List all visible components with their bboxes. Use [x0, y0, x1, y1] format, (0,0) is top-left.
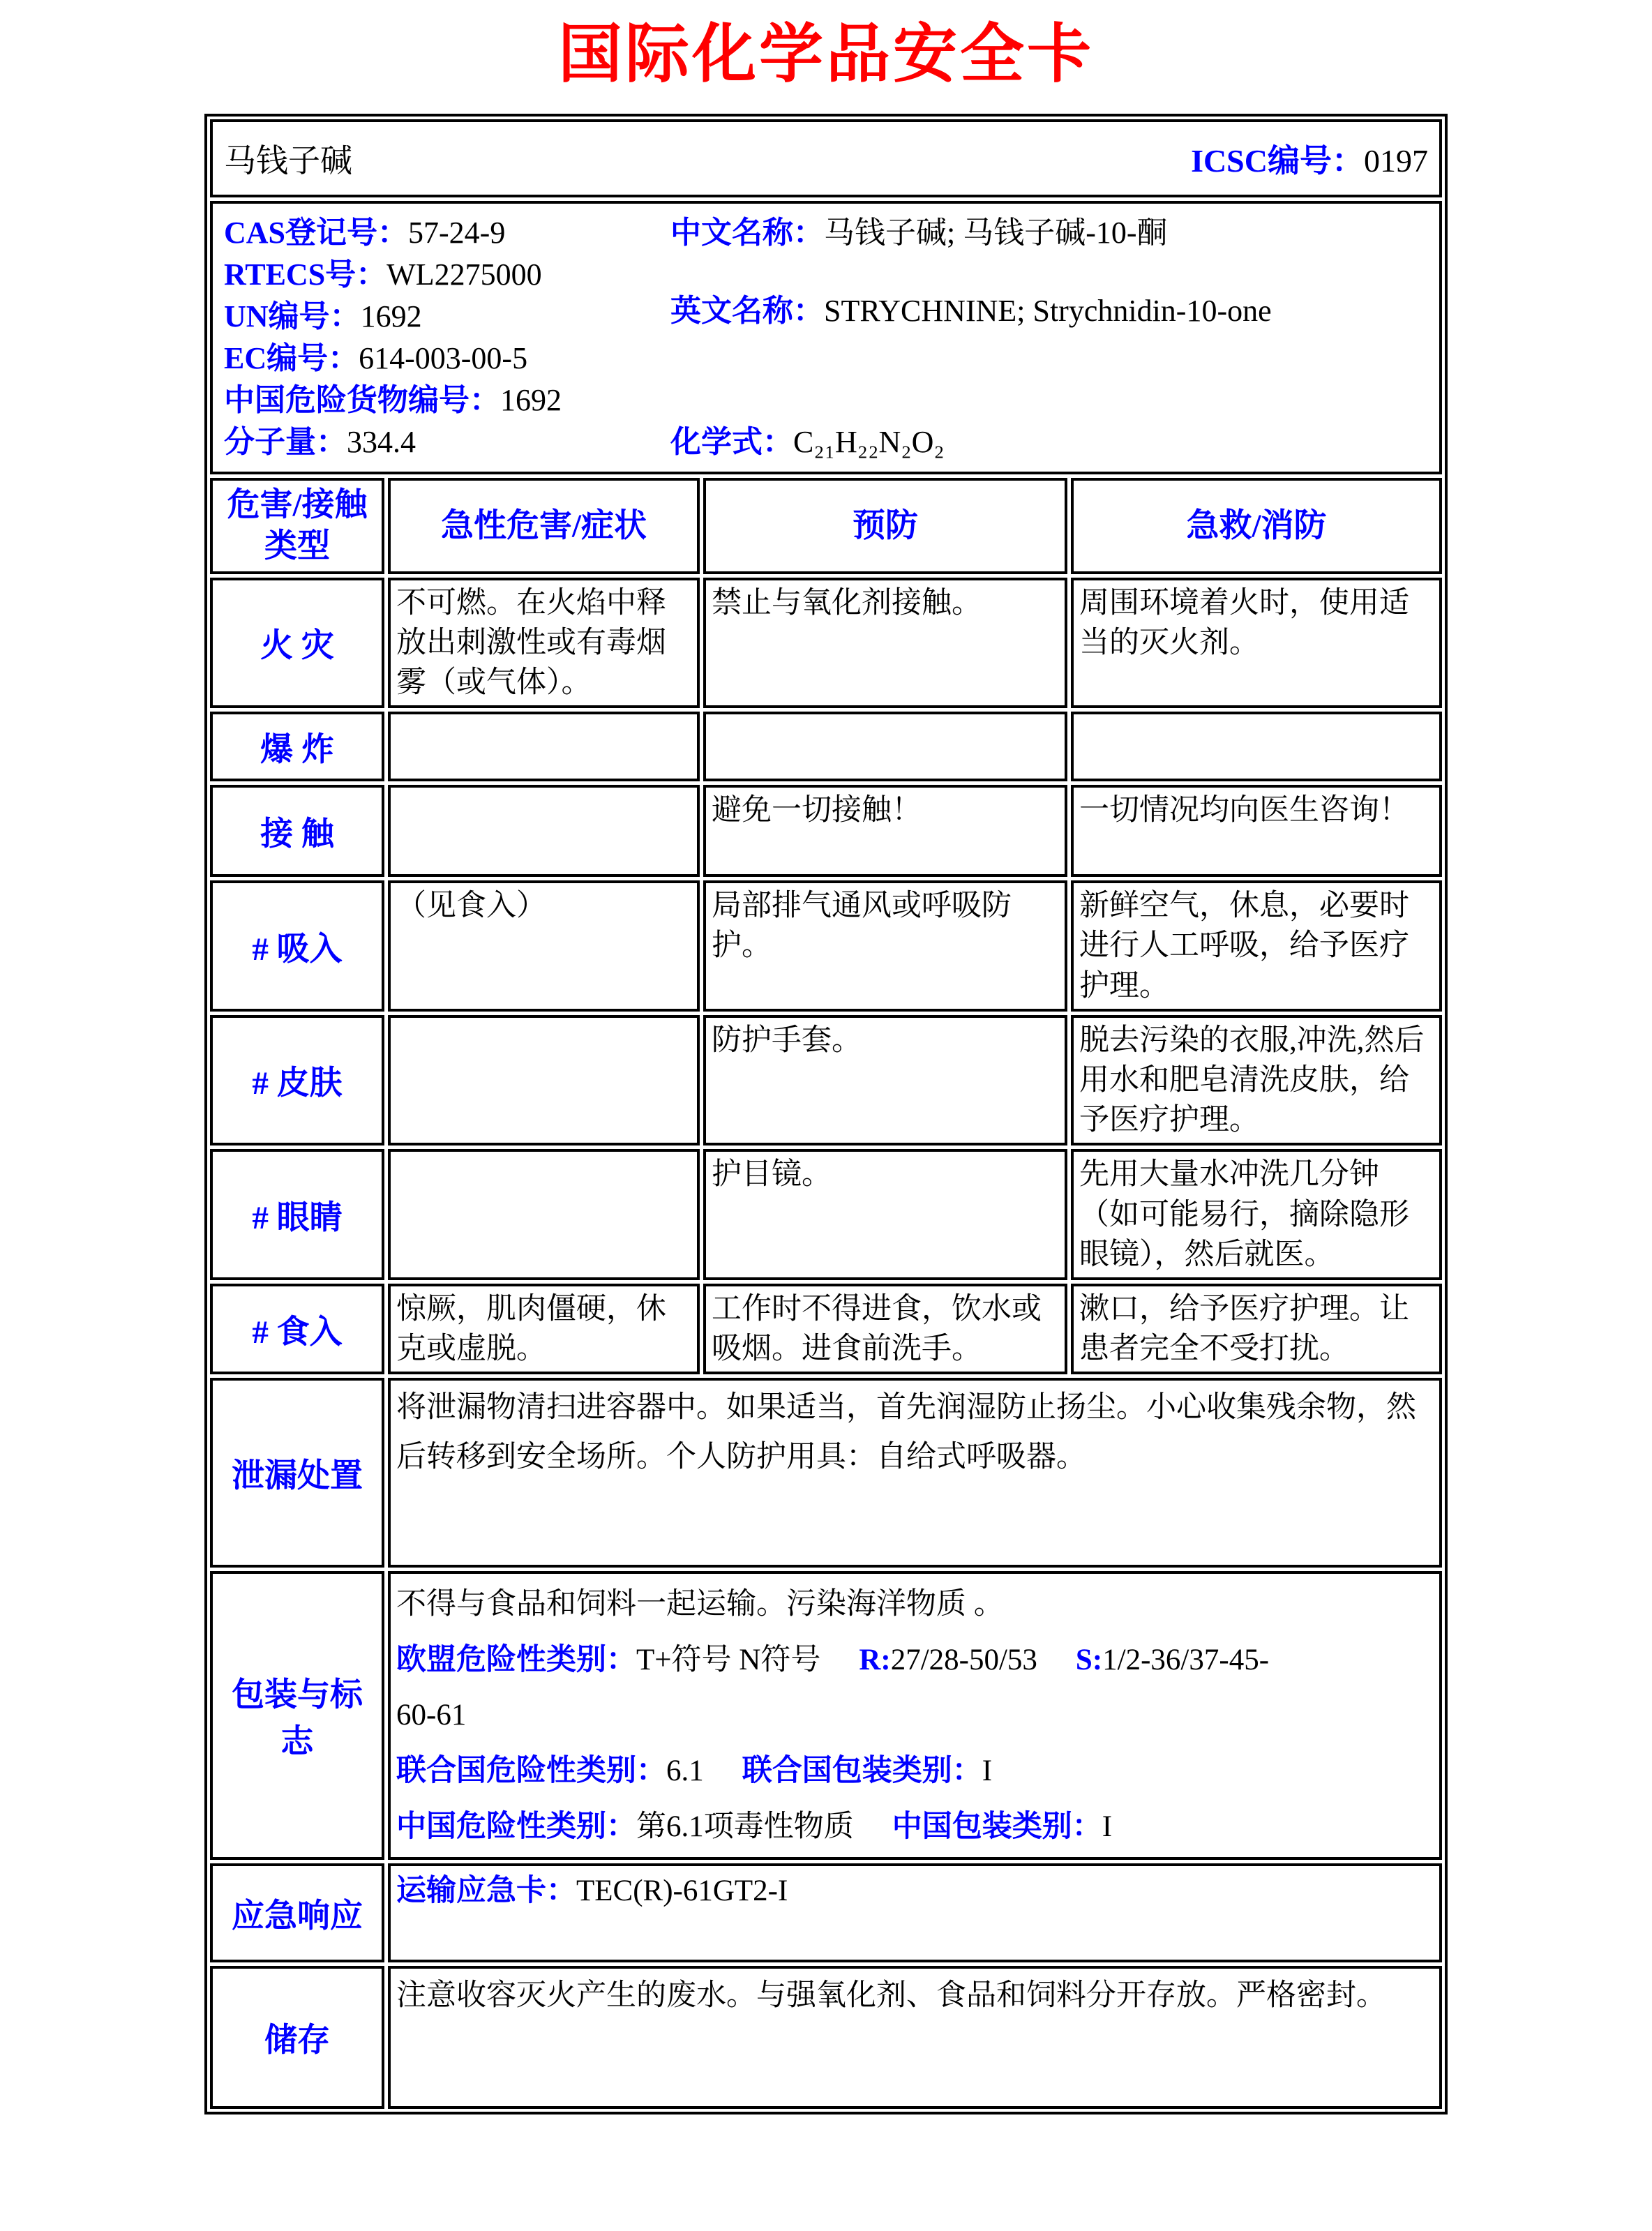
section-packaging-labelling	[210, 1571, 1442, 1860]
inhalation-label: # 吸入	[210, 880, 384, 1012]
english-name: 英文名称：STRYCHNINE; Strychnidin-10-one	[670, 294, 1272, 329]
cas-number: CAS登记号：57-24-9	[224, 216, 506, 250]
packaging-transport-note: 不得与食品和饲料一起运输。污染海洋物质 。	[396, 1588, 1004, 1621]
skin-label: # 皮肤	[210, 1015, 384, 1146]
packaging-content	[388, 1571, 1442, 1860]
hazard-row-skin	[210, 1015, 1442, 1146]
packaging-eu-classification	[396, 1632, 1434, 1743]
cn-hazard-class-value: 第6.1项毒性物质	[636, 1810, 854, 1843]
contact-symptoms	[388, 785, 700, 877]
skin-firstaid: 脱去污染的衣服,冲洗,然后用水和肥皂清洗皮肤，给予医疗护理。	[1071, 1015, 1442, 1146]
explosion-prevention	[703, 712, 1067, 781]
eyes-symptoms	[388, 1149, 700, 1280]
hazard-row-explosion	[210, 712, 1442, 781]
fire-label: 火 灾	[210, 578, 384, 709]
chinese-name: 中文名称：马钱子碱; 马钱子碱-10-酮	[670, 216, 1168, 250]
header-prevention: 预防	[703, 478, 1067, 574]
storage-label: 储存	[210, 1966, 384, 2109]
ingestion-label: # 食入	[210, 1284, 384, 1374]
fire-firstaid: 周围环境着火时，使用适当的灭火剂。	[1071, 578, 1442, 709]
header-hazard-type: 危害/接触类型	[210, 478, 384, 574]
chemical-name: 马钱子碱	[224, 143, 352, 179]
explosion-symptoms	[388, 712, 700, 781]
emergency-content	[388, 1863, 1442, 1962]
header-symptoms: 急性危害/症状	[388, 478, 700, 574]
page-title: 国际化学品安全卡	[557, 19, 1094, 90]
ingestion-symptoms: 惊厥，肌肉僵硬，休克或虚脱。	[388, 1284, 700, 1374]
ingestion-prevention: 工作时不得进食，饮水或吸烟。进食前洗手。	[703, 1284, 1067, 1374]
name-row	[210, 119, 1442, 197]
r-phrase-label: R:	[859, 1643, 891, 1676]
cn-hazard-class-label: 中国危险性类别：	[396, 1810, 636, 1843]
fire-symptoms: 不可燃。在火焰中释放出刺激性或有毒烟雾（或气体）。	[388, 578, 700, 709]
un-hazard-class-label: 联合国危险性类别：	[396, 1754, 666, 1787]
transport-emergency-card-value: TEC(R)-61GT2-I	[576, 1875, 788, 1908]
icsc-number-value: 0197	[1364, 143, 1428, 179]
molecular-weight: 分子量：334.4	[224, 425, 416, 460]
identifier-left-column	[224, 212, 670, 463]
packaging-un-classification	[396, 1743, 1434, 1799]
ingestion-firstaid: 漱口，给予医疗护理。让患者完全不受打扰。	[1071, 1284, 1442, 1374]
s-phrase-value-line2: 60-61	[396, 1699, 467, 1732]
un-pack-group-label: 联合国包装类别：	[742, 1754, 982, 1787]
s-phrase-value-line1: 1/2-36/37-45-	[1102, 1643, 1270, 1676]
ec-number: EC编号：614-003-00-5	[224, 341, 528, 376]
eu-symbols: T+符号 N符号	[636, 1643, 821, 1676]
chemical-formula: 化学式：C₂₁H₂₂N₂O₂	[670, 425, 945, 460]
eyes-firstaid: 先用大量水冲洗几分钟（如可能易行，摘除隐形眼镜），然后就医。	[1071, 1149, 1442, 1280]
eu-class-label: 欧盟危险性类别：	[396, 1643, 636, 1676]
inhalation-firstaid: 新鲜空气，休息，必要时进行人工呼吸，给予医疗护理。	[1071, 880, 1442, 1012]
section-spill-disposal	[210, 1378, 1442, 1568]
spill-text: 将泄漏物清扫进容器中。如果适当，首先润湿防止扬尘。小心收集残余物，然后转移到安全场所。个人防护用具：自给式呼吸器。	[388, 1378, 1442, 1568]
packaging-cn-classification	[396, 1799, 1434, 1855]
section-storage	[210, 1966, 1442, 2109]
transport-emergency-card-label: 运输应急卡：	[396, 1875, 576, 1908]
un-pack-group-value: I	[982, 1754, 993, 1787]
contact-label: 接 触	[210, 785, 384, 877]
icsc-number	[1191, 135, 1428, 181]
cn-pack-group-label: 中国包装类别：	[892, 1810, 1102, 1843]
icsc-card	[204, 114, 1448, 2114]
section-emergency-response	[210, 1863, 1442, 1962]
storage-text: 注意收容灭火产生的废水。与强氧化剂、食品和饲料分开存放。严格密封。	[388, 1966, 1442, 2109]
eyes-prevention: 护目镜。	[703, 1149, 1067, 1280]
un-hazard-class-value: 6.1	[666, 1754, 704, 1787]
un-number: UN编号：1692	[224, 299, 422, 334]
hazard-row-ingestion	[210, 1284, 1442, 1374]
icsc-number-label: ICSC编号：	[1191, 143, 1364, 179]
inhalation-prevention: 局部排气通风或呼吸防护。	[703, 880, 1067, 1012]
s-phrase-label: S:	[1075, 1643, 1103, 1676]
hazard-row-eyes	[210, 1149, 1442, 1280]
eyes-label: # 眼睛	[210, 1149, 384, 1280]
skin-prevention: 防护手套。	[703, 1015, 1067, 1146]
inhalation-symptoms: （见食入）	[388, 880, 700, 1012]
explosion-firstaid	[1071, 712, 1442, 781]
cn-pack-group-value: I	[1102, 1810, 1113, 1843]
emergency-label: 应急响应	[210, 1863, 384, 1962]
contact-firstaid: 一切情况均向医生咨询！	[1071, 785, 1442, 877]
packaging-label: 包装与标志	[210, 1571, 384, 1860]
skin-symptoms	[388, 1015, 700, 1146]
china-dangerous-goods-number: 中国危险货物编号：1692	[224, 383, 562, 418]
rtecs-number: RTECS号：WL2275000	[224, 257, 542, 292]
contact-prevention: 避免一切接触！	[703, 785, 1067, 877]
hazard-row-inhalation	[210, 880, 1442, 1012]
identifier-right-column	[670, 212, 1428, 463]
hazard-row-contact	[210, 785, 1442, 877]
header-firstaid: 急救/消防	[1071, 478, 1442, 574]
hazard-row-fire	[210, 578, 1442, 709]
hazard-table-header	[210, 478, 1442, 574]
r-phrase-value: 27/28-50/53	[890, 1643, 1037, 1676]
spill-label: 泄漏处置	[210, 1378, 384, 1568]
identifier-block	[210, 201, 1442, 474]
explosion-label: 爆 炸	[210, 712, 384, 781]
fire-prevention: 禁止与氧化剂接触。	[703, 578, 1067, 709]
